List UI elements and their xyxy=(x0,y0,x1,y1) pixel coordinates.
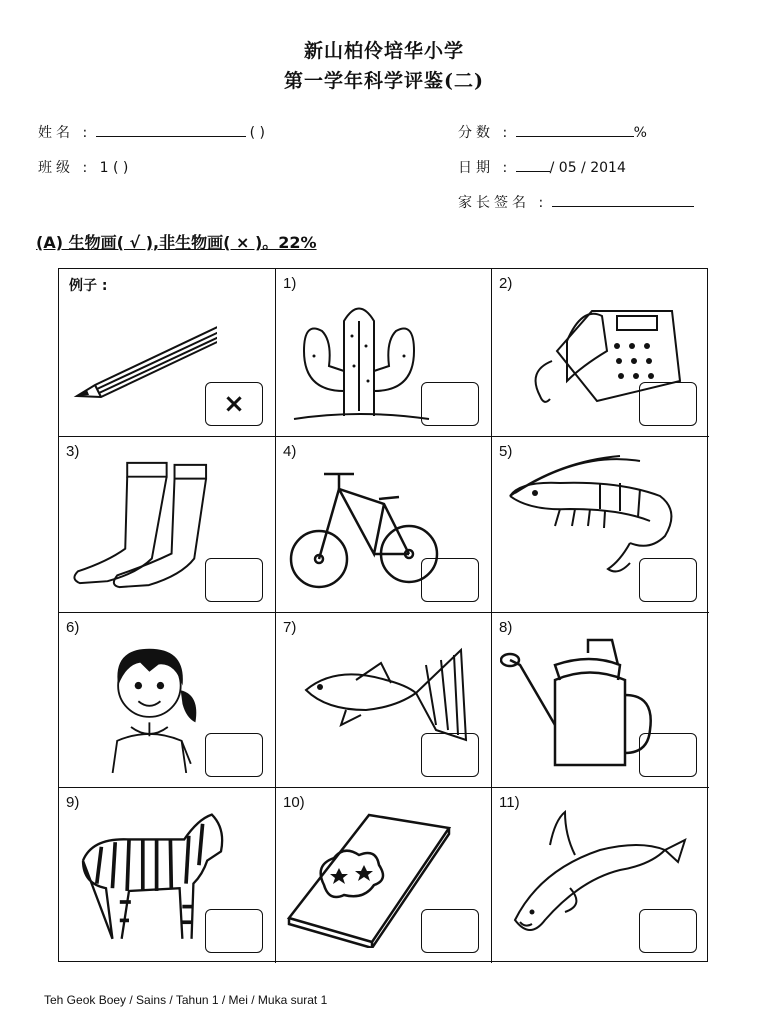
score-unit: % xyxy=(633,125,647,141)
answer-box[interactable] xyxy=(421,382,479,426)
grid-cell-4 xyxy=(276,437,492,613)
date-value: / 05 / 2014 xyxy=(549,160,626,176)
assessment-title: 第一学年科学评鉴(二) xyxy=(284,70,484,92)
answer-box[interactable] xyxy=(205,733,263,777)
item-label: 9) xyxy=(66,794,80,811)
grid-cell-3 xyxy=(59,437,276,613)
section-a-title: (A) 生物画( √ ),非生物画( × )。22% xyxy=(36,233,317,252)
cactus-icon xyxy=(284,291,434,429)
name-paren: ( ) xyxy=(249,125,265,141)
answer-box[interactable] xyxy=(639,382,697,426)
name-blank[interactable] xyxy=(96,122,246,137)
grid-cell-5 xyxy=(492,437,709,613)
footer-text: Teh Geok Boey / Sains / Tahun 1 / Mei / Muka surat 1 xyxy=(44,993,328,1007)
answer-box[interactable] xyxy=(639,733,697,777)
bicycle-icon xyxy=(284,459,444,597)
class-value: 1 ( ) xyxy=(99,160,129,176)
girl-icon xyxy=(89,635,219,773)
answer-box[interactable] xyxy=(639,909,697,953)
item-label: 10) xyxy=(283,794,305,811)
score-label: 分数 : xyxy=(458,125,512,141)
grid-cell-1 xyxy=(276,269,492,437)
grid-cell-7 xyxy=(276,613,492,788)
date-day-blank[interactable] xyxy=(516,157,550,172)
classification-grid xyxy=(58,268,708,962)
socks-icon xyxy=(67,455,217,593)
answer-box[interactable]: × xyxy=(205,382,263,426)
name-field xyxy=(38,122,269,142)
answer-box[interactable] xyxy=(205,558,263,602)
answer-box[interactable] xyxy=(421,558,479,602)
grid-cell-8 xyxy=(492,613,709,788)
item-label: 6) xyxy=(66,619,80,636)
date-label: 日期 : xyxy=(458,160,512,176)
school-name: 新山柏伶培华小学 xyxy=(303,40,464,62)
class-label: 班级 : xyxy=(38,160,92,176)
name-label: 姓名 : xyxy=(38,125,92,141)
item-label: 1) xyxy=(283,275,297,292)
parent-signature-label: 家长签名 : xyxy=(458,195,548,211)
item-label: 8) xyxy=(499,619,513,636)
watering-can-icon xyxy=(500,635,660,773)
grid-cell-6 xyxy=(59,613,276,788)
item-label: 11) xyxy=(499,794,520,811)
answer-box[interactable] xyxy=(205,909,263,953)
item-label: 7) xyxy=(283,619,297,636)
grid-cell-example xyxy=(59,269,276,437)
parent-signature-field xyxy=(458,192,694,212)
grid-cell-2 xyxy=(492,269,709,437)
item-label: 3) xyxy=(66,443,80,460)
grid-cell-10 xyxy=(276,788,492,963)
score-blank[interactable] xyxy=(516,122,634,137)
item-label: 2) xyxy=(499,275,513,292)
answer-box[interactable] xyxy=(421,733,479,777)
grid-cell-11 xyxy=(492,788,709,963)
score-field xyxy=(458,122,647,142)
grid-cell-9 xyxy=(59,788,276,963)
item-label: 4) xyxy=(283,443,297,460)
class-field xyxy=(38,157,132,177)
pencil-icon xyxy=(67,291,217,429)
date-field xyxy=(458,157,626,177)
parent-signature-blank[interactable] xyxy=(552,192,694,207)
item-label: 例子 : xyxy=(69,278,108,294)
item-label: 5) xyxy=(499,443,513,460)
answer-box[interactable] xyxy=(639,558,697,602)
answer-box[interactable] xyxy=(421,909,479,953)
